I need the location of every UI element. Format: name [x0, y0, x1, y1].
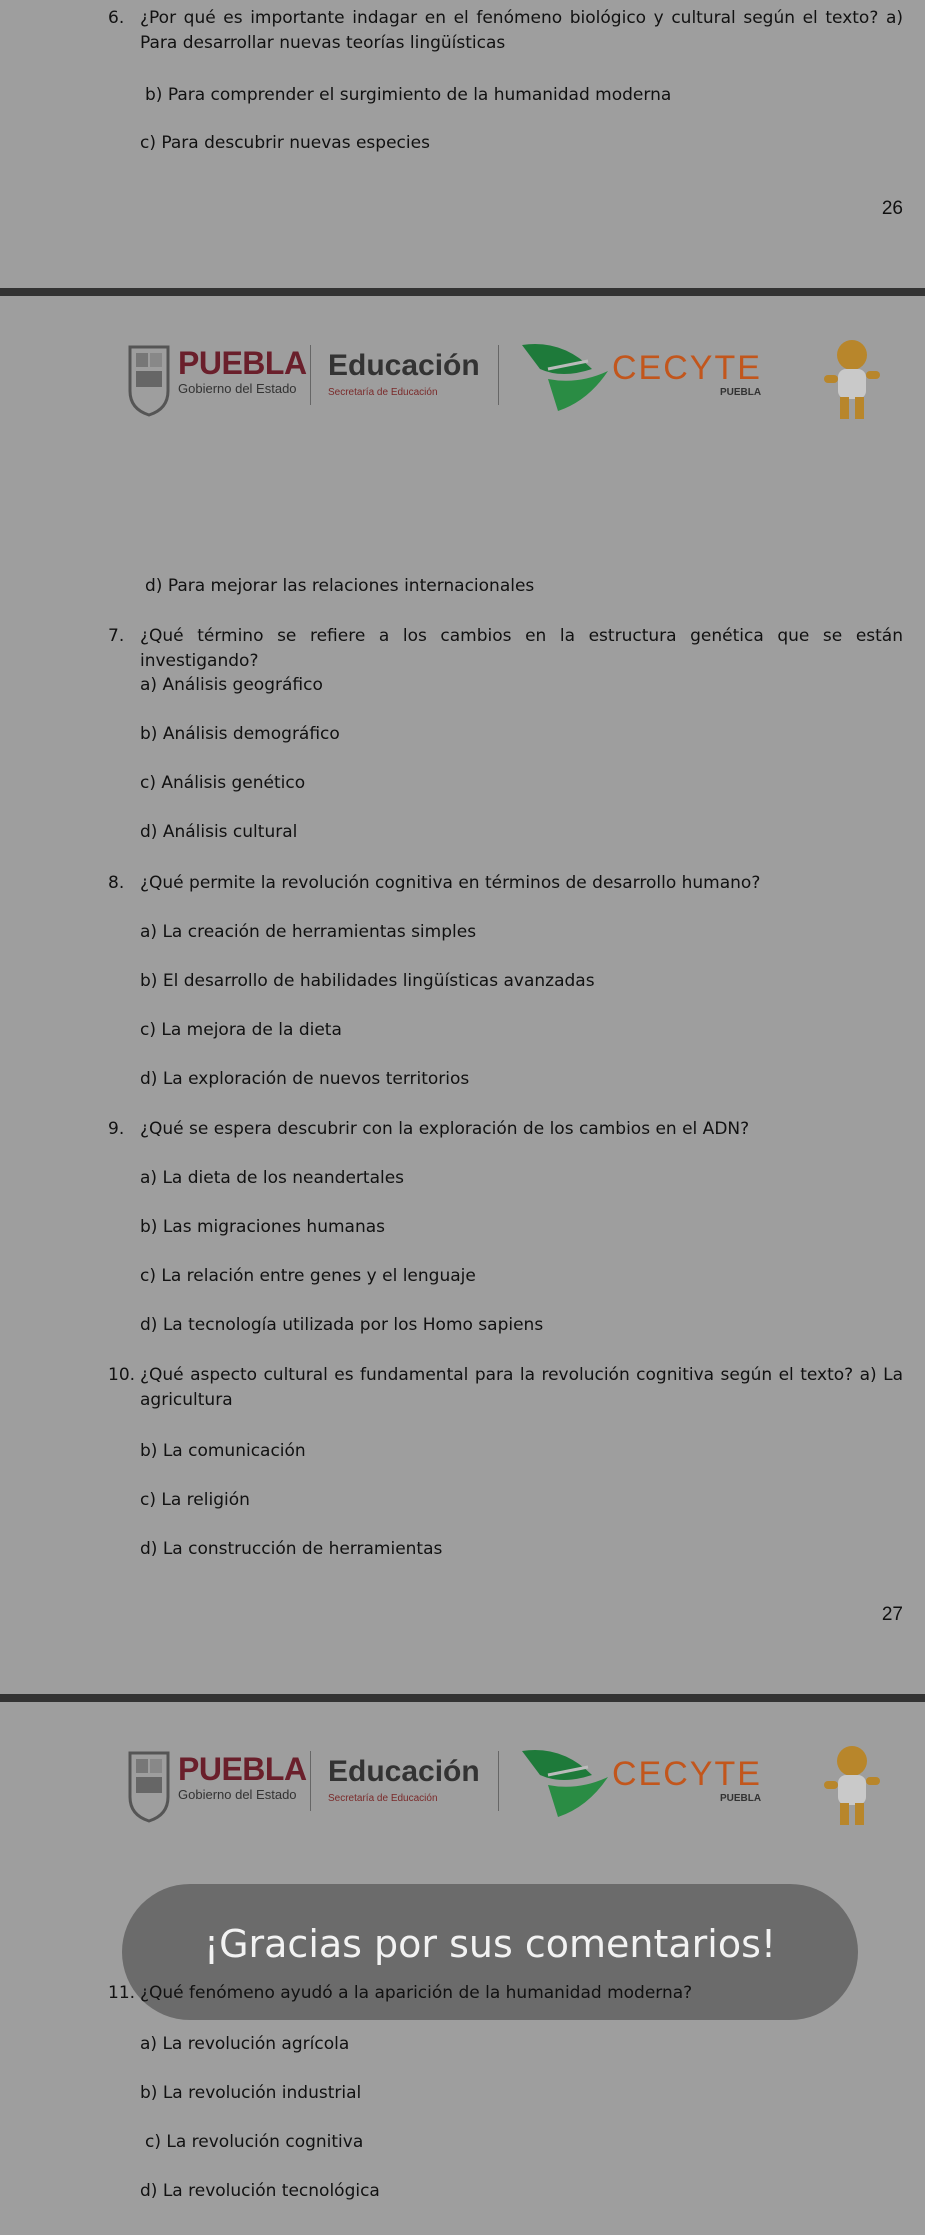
option: d) Para mejorar las relaciones internacionales — [145, 576, 535, 596]
page-header-logos — [0, 1741, 925, 1831]
option: b) Para comprender el surgimiento de la humanidad moderna — [145, 85, 672, 105]
jaguar-mascot-icon — [818, 1741, 888, 1829]
question-text: ¿Qué término se refiere a los cambios en la estructura genética que se están investigando? — [140, 626, 903, 671]
option: a) Análisis geográfico — [140, 675, 323, 695]
coat-of-arms-icon — [124, 1747, 174, 1823]
option: d) La exploración de nuevos territorios — [140, 1069, 470, 1089]
cecyte-wordmark: CECYTE — [612, 349, 762, 387]
option: b) Análisis demográfico — [140, 724, 340, 744]
puebla-title: PUEBLA — [178, 1751, 307, 1787]
question-number: 7. — [108, 626, 125, 646]
cecyte-subtitle: PUEBLA — [720, 387, 762, 398]
question-number: 8. — [108, 873, 125, 893]
question-11 — [108, 1981, 903, 2006]
question-number: 9. — [108, 1119, 125, 1139]
option: c) La revolución cognitiva — [145, 2132, 364, 2152]
option: d) La tecnología utilizada por los Homo sapiens — [140, 1315, 544, 1335]
logo-divider — [310, 1751, 311, 1811]
page-number: 26 — [881, 198, 903, 219]
question-10 — [108, 1363, 903, 1413]
question-7 — [108, 624, 903, 674]
question-8 — [108, 871, 903, 896]
page-header-logos — [0, 335, 925, 425]
option: a) La revolución agrícola — [140, 2034, 350, 2054]
option: a) La creación de herramientas simples — [140, 922, 477, 942]
educacion-subtitle: Secretaría de Educación — [328, 1793, 438, 1804]
option: b) El desarrollo de habilidades lingüísticas avanzadas — [140, 971, 595, 991]
educacion-subtitle: Secretaría de Educación — [328, 387, 438, 398]
question-9 — [108, 1117, 903, 1142]
option: d) Análisis cultural — [140, 822, 298, 842]
question-text: ¿Qué se espera descubrir con la exploración de los cambios en el ADN? — [140, 1119, 750, 1139]
puebla-title: PUEBLA — [178, 345, 307, 381]
logo-divider — [498, 345, 499, 405]
question-text: ¿Qué aspecto cultural es fundamental para la revolución cognitiva según el texto? a) La agricultura — [140, 1365, 903, 1410]
question-number: 6. — [108, 8, 125, 28]
question-number: 11. — [108, 1983, 136, 2003]
cecyte-subtitle: PUEBLA — [720, 1793, 762, 1804]
cecyte-leaf-icon — [518, 1745, 618, 1819]
logo-divider — [310, 345, 311, 405]
educacion-title: Educación — [328, 1755, 480, 1788]
question-number: 10. — [108, 1365, 136, 1385]
option: c) La religión — [140, 1490, 250, 1510]
coat-of-arms-icon — [124, 341, 174, 417]
cecyte-leaf-icon — [518, 339, 618, 413]
question-6 — [108, 6, 903, 56]
option: c) Análisis genético — [140, 773, 306, 793]
question-text: ¿Qué fenómeno ayudó a la aparición de la humanidad moderna? — [140, 1983, 693, 2003]
option: a) La dieta de los neandertales — [140, 1168, 405, 1188]
option: d) La revolución tecnológica — [140, 2181, 380, 2201]
puebla-subtitle: Gobierno del Estado — [178, 381, 297, 396]
option: c) La relación entre genes y el lenguaje — [140, 1266, 476, 1286]
option: c) La mejora de la dieta — [140, 1020, 342, 1040]
page-number: 27 — [881, 1604, 903, 1625]
option: b) La comunicación — [140, 1441, 306, 1461]
option: b) La revolución industrial — [140, 2083, 362, 2103]
educacion-title: Educación — [328, 349, 480, 382]
toast-message: ¡Gracias por sus comentarios! — [203, 1922, 777, 1966]
cecyte-wordmark: CECYTE — [612, 1755, 762, 1793]
puebla-subtitle: Gobierno del Estado — [178, 1787, 297, 1802]
logo-divider — [498, 1751, 499, 1811]
jaguar-mascot-icon — [818, 335, 888, 423]
option: c) Para descubrir nuevas especies — [140, 133, 430, 153]
option: d) La construcción de herramientas — [140, 1539, 443, 1559]
question-text: ¿Por qué es importante indagar en el fenómeno biológico y cultural según el texto? a) Para desarrollar nuevas teorías lingüísticas — [140, 8, 903, 53]
question-text: ¿Qué permite la revolución cognitiva en términos de desarrollo humano? — [140, 873, 761, 893]
page-separator — [0, 288, 925, 296]
option: b) Las migraciones humanas — [140, 1217, 385, 1237]
page-separator — [0, 1694, 925, 1702]
